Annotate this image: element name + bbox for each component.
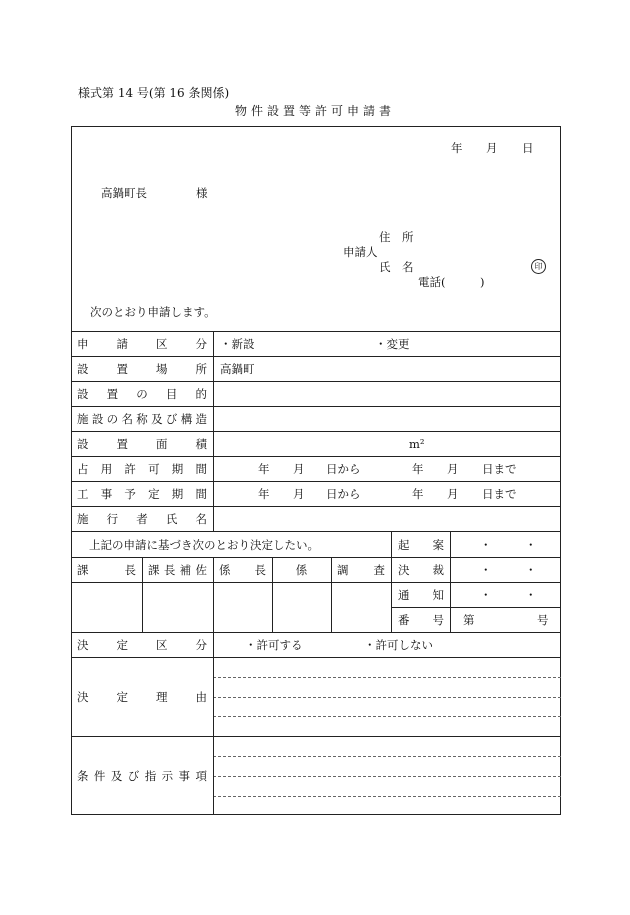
form-title: 物件設置等許可申請書: [234, 104, 395, 118]
purpose-label: 設 置 の 目 的: [77, 387, 207, 401]
construction-month-from: 月: [293, 487, 305, 501]
addressee: 高鍋町長: [101, 186, 147, 200]
reason-line: [213, 716, 561, 717]
area-unit: m²: [409, 437, 425, 451]
role-staff: 係: [295, 563, 308, 577]
row-rule: [71, 657, 561, 658]
notified-label: 通 知: [398, 588, 444, 602]
name-label: 氏 名: [379, 260, 414, 274]
number-label: 番 号: [398, 613, 444, 627]
occupancy-year-to: 年: [412, 462, 424, 476]
reason-line: [213, 697, 561, 698]
construction-label: 工 事 予 定 期 間: [77, 487, 207, 501]
decided-dot-1: ・: [480, 563, 492, 577]
area-label: 設 置 面 積: [77, 437, 207, 451]
decided-label: 決 裁: [398, 563, 444, 577]
decided-dot-2: ・: [525, 563, 537, 577]
row-rule: [391, 582, 561, 583]
row-rule: [71, 381, 561, 382]
addressee-suffix: 様: [196, 186, 208, 200]
row-rule: [71, 506, 561, 507]
drafted-dot-2: ・: [525, 538, 537, 552]
decision-reason-label: 決 定 理 由: [77, 690, 207, 704]
category-option-new: ・新設: [220, 337, 255, 351]
occupancy-label: 占 用 許 可 期 間: [77, 462, 207, 476]
decision-option-deny: ・許可しない: [364, 638, 433, 652]
notified-dot-1: ・: [480, 588, 492, 602]
construction-day-from: 日から: [326, 487, 361, 501]
address-label: 住 所: [379, 230, 414, 244]
occupancy-month-to: 月: [447, 462, 459, 476]
contractor-label: 施 行 者 氏 名: [77, 512, 207, 526]
occupancy-month-from: 月: [293, 462, 305, 476]
role-investigator: 調 査: [337, 563, 385, 577]
date-day: 日: [522, 141, 534, 155]
status-divider: [391, 531, 392, 632]
decision-category-label: 決 定 区 分: [77, 638, 207, 652]
row-rule: [71, 582, 391, 583]
role-deputy-chief: 課 長 補 佐: [148, 563, 207, 577]
notified-dot-2: ・: [525, 588, 537, 602]
status-divider: [450, 531, 451, 632]
row-rule: [71, 531, 561, 532]
construction-month-to: 月: [447, 487, 459, 501]
row-rule: [71, 632, 561, 633]
role-divider: [213, 557, 214, 632]
row-rule: [71, 331, 561, 332]
location-value: 高鍋町: [220, 362, 255, 376]
role-divider: [331, 557, 332, 632]
row-rule: [71, 736, 561, 737]
row-rule: [71, 557, 561, 558]
role-unit-chief: 係 長: [219, 563, 266, 577]
role-divider: [142, 557, 143, 632]
applicant-label: 申請人: [343, 245, 378, 259]
row-rule: [71, 481, 561, 482]
category-option-change: ・変更: [375, 337, 410, 351]
row-rule: [71, 356, 561, 357]
request-text: 次のとおり申請します。: [90, 305, 216, 319]
drafted-label: 起 案: [398, 538, 444, 552]
structure-label: 施 設 の 名 称 及 び 構 造: [77, 412, 207, 426]
category-label: 申 請 区 分: [77, 337, 207, 351]
decision-option-permit: ・許可する: [245, 638, 303, 652]
number-suffix: 号: [537, 613, 549, 627]
drafted-dot-1: ・: [480, 538, 492, 552]
role-section-chief: 課 長: [77, 563, 136, 577]
location-label: 設 置 場 所: [77, 362, 207, 376]
row-rule: [71, 456, 561, 457]
occupancy-day-to: 日まで: [482, 462, 517, 476]
label-divider: [213, 331, 214, 531]
construction-day-to: 日まで: [482, 487, 517, 501]
label-divider: [213, 632, 214, 815]
row-rule: [71, 431, 561, 432]
conditions-line: [213, 796, 561, 797]
conditions-line: [213, 776, 561, 777]
date-month: 月: [486, 141, 498, 155]
phone-label: 電話(: [418, 275, 446, 289]
construction-year-to: 年: [412, 487, 424, 501]
row-rule: [391, 607, 561, 608]
approval-statement: 上記の申請に基づき次のとおり決定したい。: [89, 538, 319, 552]
conditions-line: [213, 756, 561, 757]
date-year: 年: [451, 141, 463, 155]
occupancy-year-from: 年: [258, 462, 270, 476]
number-prefix: 第: [463, 613, 475, 627]
construction-year-from: 年: [258, 487, 270, 501]
occupancy-day-from: 日から: [326, 462, 361, 476]
conditions-label: 条 件 及 び 指 示 事 項: [77, 769, 207, 783]
form-number-label: 様式第 14 号(第 16 条関係): [78, 86, 230, 100]
row-rule: [71, 406, 561, 407]
reason-line: [213, 677, 561, 678]
phone-close: ): [480, 275, 485, 289]
seal-mark: 印: [531, 259, 546, 274]
